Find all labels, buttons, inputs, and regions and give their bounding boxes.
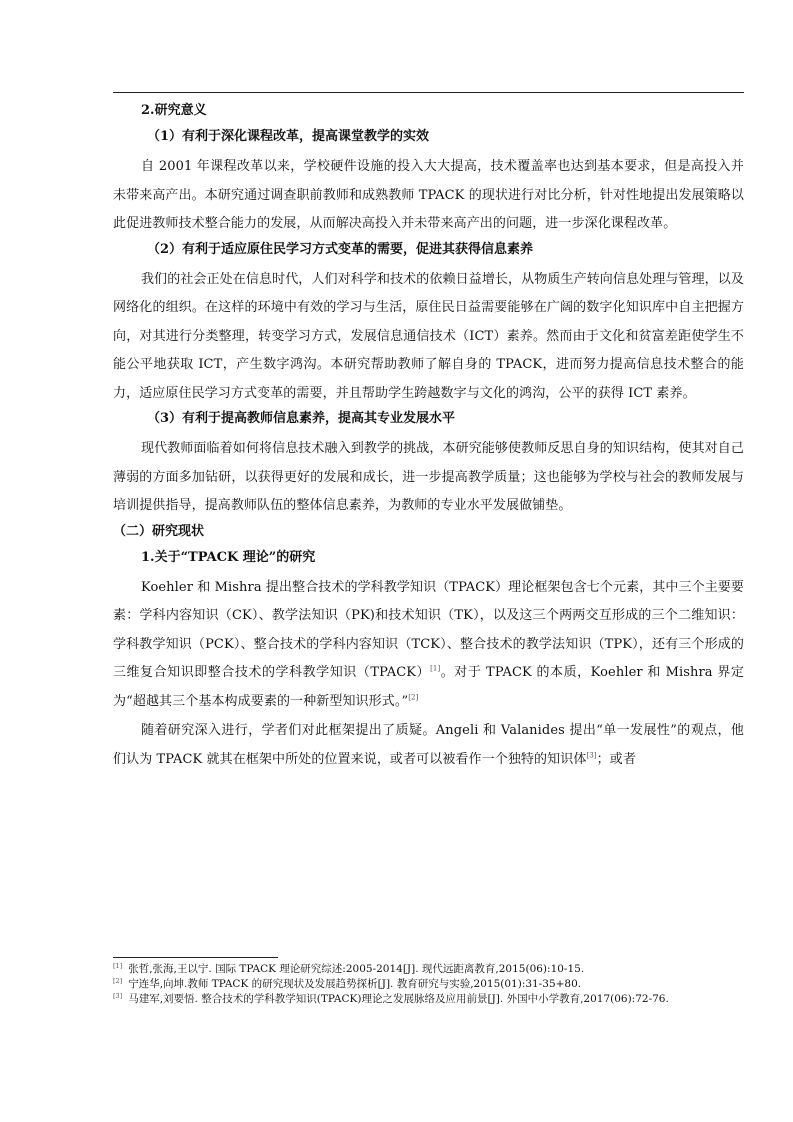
footnotes xyxy=(113,962,744,1007)
section-heading: 1.关于“TPACK 理论”的研究 xyxy=(141,549,316,565)
section-heading: （二）研究现状 xyxy=(113,523,205,539)
paragraph-text: 随着研究深入进行，学者们对此框架提出了质疑。Angeli 和 Valanides 提出“单一发展性”的观点，他们认为 TPACK 就其在框架中所处的位置来说，或者可以被看作一个独特的知识体 xyxy=(113,723,744,767)
footnote-text: 张哲,张海,王以宁. 国际 TPACK 理论研究综述:2005-2014[J]. 现代远距离教育,2015(06):10-15. xyxy=(128,963,585,975)
citation-marker[interactable]: [3] xyxy=(586,751,597,760)
subsection-heading: （2）有利于适应原住民学习方式变革的需要，促进其获得信息素养 xyxy=(147,241,534,257)
body-paragraph: 我们的社会正处在信息时代，人们对科学和技术的依赖日益增长，从物质生产转向信息处理与管理，以及网络化的组织。在这样的环境中有效的学习与生活，原住民日益需要能够在广阔的数字化知识库中自主把握方向，对其进行分类整理，转变学习方式，发展信息通信技术（ICT）素养。然而由于文化和贫富差距使学生不能公平地获取 ICT，产生数字鸿沟。本研究帮助教师了解自身的 TPACK，进而努力提高信息技术整合的能力，适应原住民学习方式变革的需要，并且帮助学生跨越数字与文化的鸿沟，公平的获得 ICT 素养。 xyxy=(113,271,744,401)
document-body xyxy=(113,96,744,774)
body-paragraph xyxy=(113,574,744,717)
footnote-text: 马建军,刘要悟. 整合技术的学科教学知识(TPACK)理论之发展脉络及应用前景[J]. 外国中小学教育,2017(06):72-76. xyxy=(128,993,669,1005)
section-heading: 2.研究意义 xyxy=(141,103,207,118)
paragraph-text: Koehler 和 Mishra 提出整合技术的学科教学知识（TPACK）理论框架包含七个元素，其中三个主要要素：学科内容知识（CK）、教学法知识（PK)和技术知识（TK），以及这三个两两交互形成的三个二维知识：学科教学知识（PCK）、整合技术的学科内容知识（TCK）、整合技术的教学法知识（TPK），还有三个形成的三维复合知识即整合技术的学科教学知识（TPACK） xyxy=(113,579,744,680)
subsection-heading: （3）有利于提高教师信息素养，提高其专业发展水平 xyxy=(147,411,456,426)
footnote-text: 宁连华,向坤.教师 TPACK 的研究现状及发展趋势探析[J]. 教育研究与实验,2015(01):31-35+80. xyxy=(128,978,582,990)
citation-marker[interactable]: [1] xyxy=(430,664,441,673)
footnote-marker: [2] xyxy=(113,976,123,985)
footnote-rule xyxy=(113,957,278,958)
header-rule xyxy=(113,92,744,93)
paragraph-text: 。对于 TPACK 的本质，Koehler 和 Mishra 界定为“超越其三个基本构成要素的一种新型知识形式。” xyxy=(113,665,744,709)
footnote xyxy=(113,977,744,992)
footnote-marker: [1] xyxy=(113,961,123,970)
footnote-marker: [3] xyxy=(113,991,123,1000)
footnote xyxy=(113,962,744,977)
body-paragraph xyxy=(113,717,744,774)
footnote xyxy=(113,992,744,1007)
body-paragraph: 自 2001 年课程改革以来，学校硬件设施的投入大大提高，技术覆盖率也达到基本要求，但是高投入并未带来高产出。本研究通过调查职前教师和成熟教师 TPACK 的现状进行对比分析，针对性地提出发展策略以此促进教师技术整合能力的发展，从而解决高投入并未带来高产出的问题，进一步深化课程改革。 xyxy=(113,159,744,231)
paragraph-text: ；或者 xyxy=(596,751,636,767)
body-paragraph: 现代教师面临着如何将信息技术融入到教学的挑战，本研究能够使教师反思自身的知识结构，使其对自己薄弱的方面多加钻研，以获得更好的发展和成长，进一步提高教学质量；这也能够为学校与社会的教师发展与培训提供指导，提高教师队伍的整体信息素养，为教师的专业水平发展做铺垫。 xyxy=(113,441,744,513)
citation-marker[interactable]: [2] xyxy=(408,693,419,702)
subsection-heading: （1）有利于深化课程改革，提高课堂教学的实效 xyxy=(147,129,430,144)
